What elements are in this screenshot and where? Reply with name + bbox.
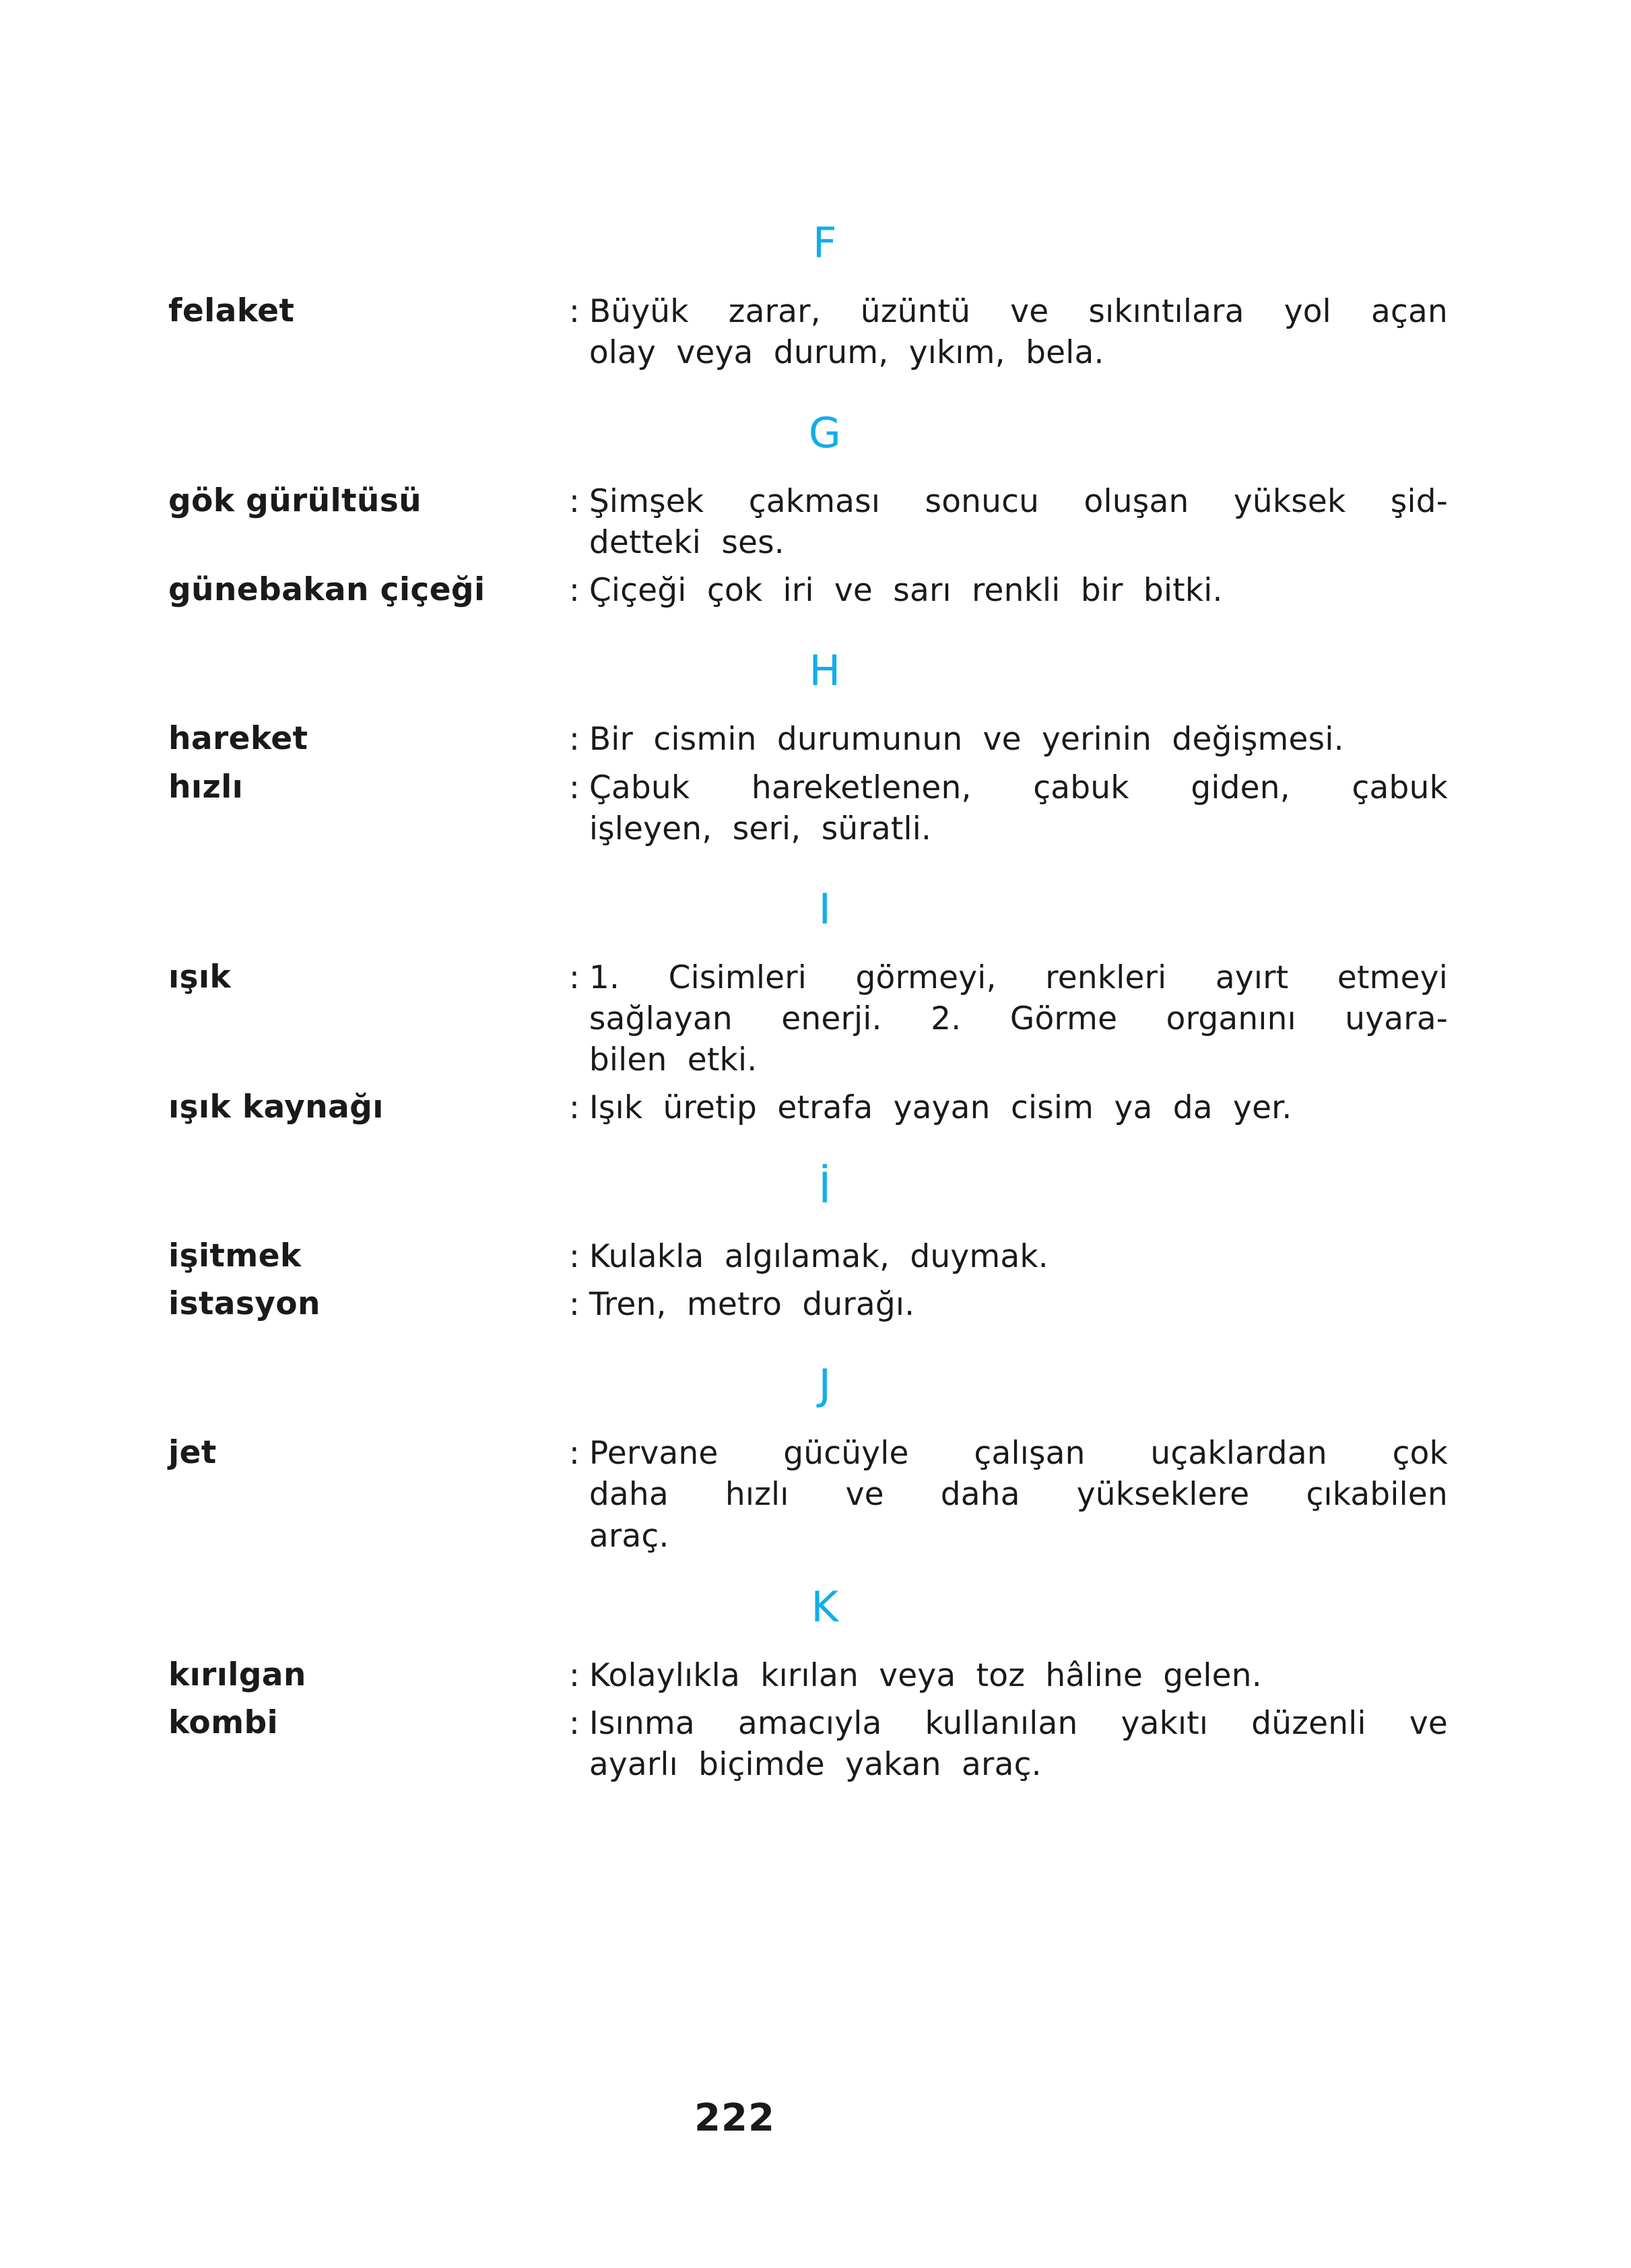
section-letter-g: G	[808, 408, 842, 458]
definition-line: Çiçeği çok iri ve sarı renkli bir bitki.	[589, 572, 1223, 610]
definition	[589, 1433, 1448, 1556]
glossary-entry	[168, 1655, 1448, 1696]
definition-line: daha hızlı ve daha yükseklere çıkabilen	[589, 1476, 1448, 1514]
definition-wrap	[569, 1236, 1448, 1277]
definition	[589, 767, 1448, 849]
definition-line: araç.	[589, 1517, 669, 1555]
definition-wrap	[569, 570, 1448, 611]
page-number: 222	[694, 2096, 775, 2140]
definition	[589, 291, 1448, 373]
definition	[589, 719, 1448, 760]
headword: kırılgan	[168, 1656, 306, 1693]
definition-colon: :	[569, 293, 580, 330]
section-letter-j: J	[818, 1360, 832, 1410]
headword: gök gürültüsü	[168, 482, 422, 520]
definition-colon: :	[569, 1656, 580, 1694]
definition-line: Şimşek çakması sonucu oluşan yüksek şid-	[589, 483, 1448, 521]
definition-line: Işık üretip etrafa yayan cisim ya da yer.	[589, 1089, 1292, 1127]
definition-colon: :	[569, 769, 580, 806]
definition-line: olay veya durum, yıkım, bela.	[589, 334, 1104, 372]
definition	[589, 1087, 1448, 1128]
headword: jet	[168, 1434, 217, 1472]
definition-line: ayarlı biçimde yakan araç.	[589, 1745, 1042, 1783]
definition-line: Tren, metro durağı.	[589, 1286, 915, 1324]
definition-colon: :	[569, 572, 580, 610]
definition-line: işleyen, seri, süratli.	[589, 810, 932, 847]
definition-colon: :	[569, 483, 580, 521]
definition-wrap	[569, 1087, 1448, 1128]
definition-wrap	[569, 1284, 1448, 1325]
headword: hareket	[168, 720, 308, 758]
definition-wrap	[569, 481, 1448, 563]
definition-line: Bir cismin durumunun ve yerinin değişmesi.	[589, 721, 1344, 758]
definition-colon: :	[569, 959, 580, 996]
glossary-content	[168, 218, 1448, 1785]
glossary-entry	[168, 570, 1448, 611]
definition-wrap	[569, 291, 1448, 373]
definition-line: Kulakla algılamak, duymak.	[589, 1238, 1048, 1276]
headword: istasyon	[168, 1285, 321, 1323]
definition-colon: :	[569, 1089, 580, 1127]
section-letter-k: K	[811, 1582, 839, 1631]
definition-colon: :	[569, 1238, 580, 1276]
section-letter-dotted-i: İ	[818, 1163, 832, 1213]
definition-colon: :	[569, 1286, 580, 1324]
section-letter-h: H	[809, 646, 841, 696]
glossary-entry	[168, 1433, 1448, 1556]
glossary-entry	[168, 1284, 1448, 1325]
headword: ışık kaynağı	[168, 1089, 384, 1126]
glossary-entry	[168, 1236, 1448, 1277]
definition-wrap	[569, 957, 1448, 1080]
headword: günebakan çiçeği	[168, 571, 486, 609]
definition-wrap	[569, 719, 1448, 760]
definition-line: Çabuk hareketlenen, çabuk giden, çabuk	[589, 769, 1448, 806]
definition	[589, 1236, 1448, 1277]
headword: felaket	[168, 292, 295, 329]
glossary-entry	[168, 291, 1448, 373]
definition-wrap	[569, 1655, 1448, 1696]
definition	[589, 481, 1448, 563]
definition	[589, 1655, 1448, 1696]
definition-colon: :	[569, 1704, 580, 1742]
definition-line: Pervane gücüyle çalışan uçaklardan çok	[589, 1435, 1448, 1472]
section-letter-dotless-i: I	[818, 884, 832, 934]
definition	[589, 957, 1448, 1080]
glossary-entry	[168, 957, 1448, 1080]
definition	[589, 1703, 1448, 1785]
section-letter-f: F	[812, 218, 838, 267]
definition-wrap	[569, 1703, 1448, 1785]
glossary-entry	[168, 481, 1448, 563]
headword: kombi	[168, 1704, 279, 1741]
definition	[589, 570, 1448, 611]
glossary-entry	[168, 767, 1448, 849]
definition-wrap	[569, 1433, 1448, 1556]
definition-wrap	[569, 767, 1448, 849]
headword: işitmek	[168, 1237, 302, 1275]
definition-line: bilen etki.	[589, 1041, 758, 1078]
definition-line: detteki ses.	[589, 524, 785, 562]
definition-colon: :	[569, 721, 580, 758]
definition-line: 1. Cisimleri görmeyi, renkleri ayırt etmeyi	[589, 959, 1448, 996]
headword: ışık	[168, 958, 232, 996]
definition-line: sağlayan enerji. 2. Görme organını uyara-	[589, 1000, 1448, 1037]
definition-colon: :	[569, 1435, 580, 1472]
glossary-entry	[168, 1703, 1448, 1785]
glossary-entry	[168, 719, 1448, 760]
definition	[589, 1284, 1448, 1325]
definition-line: Büyük zarar, üzüntü ve sıkıntılara yol açan	[589, 293, 1448, 330]
headword: hızlı	[168, 768, 244, 806]
glossary-entry	[168, 1087, 1448, 1128]
definition-line: Kolaylıkla kırılan veya toz hâline gelen.	[589, 1656, 1262, 1694]
definition-line: Isınma amacıyla kullanılan yakıtı düzenli ve	[589, 1704, 1448, 1742]
